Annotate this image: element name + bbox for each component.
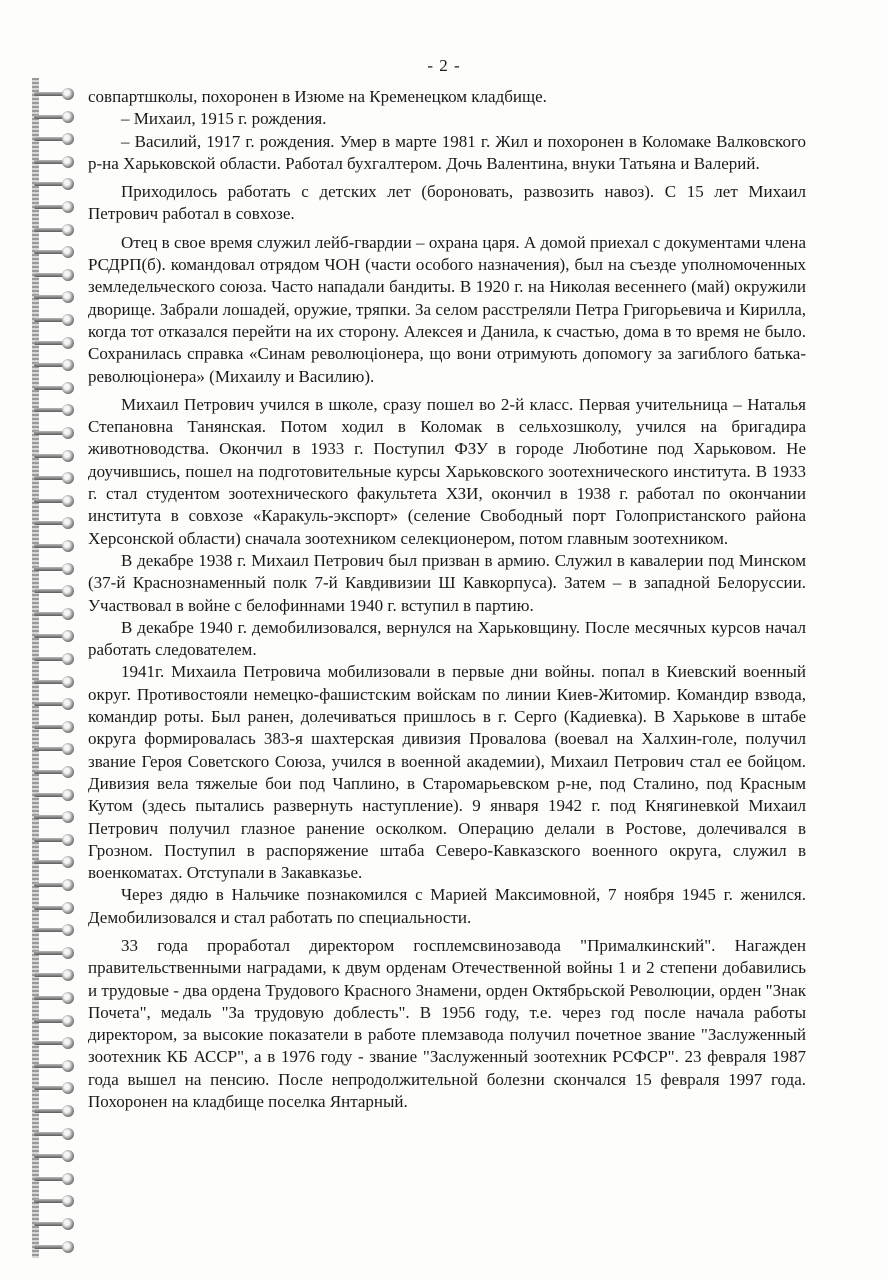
binding-ring: [34, 472, 78, 484]
binding-ring: [34, 811, 78, 823]
binding-ring: [34, 450, 78, 462]
binding-ring: [34, 992, 78, 1004]
paragraph: Отец в свое время служил лейб-гвардии – охрана царя. А домой приехал с документами члена РСДРП(б). командовал отрядом ЧОН (части особого назначения), был на съезде уполномоченных земледельческого союза. Часто нападали бандиты. В 1920 г. на Николая весеннего (май) окружили дворище. Забрали лошадей, оружие, тряпки. За селом расстреляли Петра Григорьевича и Кирилла, когда тот отказался перейти на их сторону. Алексея и Данила, к счастью, дома в то время не было. Сохранилась справка «Синам революціонера, що вони отримують допомогу за загиблого батька-революціонера» (Михаилу и Василию).: [88, 232, 806, 386]
binding-ring: [34, 879, 78, 891]
binding-ring: [34, 1195, 78, 1207]
binding-ring: [34, 359, 78, 371]
paragraph: В декабре 1938 г. Михаил Петрович был призван в армию. Служил в кавалерии под Минском (37-й Краснознамeнный полк 7-й Кавдивизии Ш Кавкорпуса). Затем – в западной Белоруссии. Участвовал в войне с белофиннами 1940 г. вступил в партию.: [88, 550, 806, 615]
binding-ring: [34, 630, 78, 642]
binding-ring: [34, 246, 78, 258]
paragraph: 1941г. Михаила Петровича мобилизовали в первые дни войны. попал в Киевский военный округ. Противостояли немецко-фашистским войскам по линии Киев-Житомир. Командир взвода, командир роты. Был ранен, долечиваться пришлось в г. Серго (Кадиевка). В Харькове в штабе округа формировалась 383-я шахтерская дивизия Провалова (воевал на Халхин-голе, получил звание Героя Советского Союза, учился в военной академии), Михаил Петрович стал ее бойцом. Дивизия вела тяжелые бои под Чаплино, в Старомарьевском р-не, под Сталино, под Красным Кутом (здесь пытались развернуть наступление). 9 января 1942 г. под Княгиневкой Михаил Петрович получил глазное ранение осколком. Операцию делали в Ростове, долечивался в Грозном. Поступил в распоряжение штаба Северо-Кавказского военного округа, служил в военкоматах. Отступали в Закавказье.: [88, 662, 806, 883]
binding-ring: [34, 743, 78, 755]
binding-ring: [34, 540, 78, 552]
binding-ring: [34, 1128, 78, 1140]
paragraph: Приходилось работать с детских лет (бороновать, развозить навоз). С 15 лет Михаил Петрович работал в совхозе.: [88, 182, 806, 224]
binding-ring: [34, 156, 78, 168]
paragraph: совпартшколы, похоронен в Изюме на Кременецком кладбище.: [88, 87, 547, 106]
binding-ring: [34, 969, 78, 981]
binding-ring: [34, 947, 78, 959]
binding-ring: [34, 1105, 78, 1117]
binding-ring: [34, 676, 78, 688]
paragraph: Через дядю в Нальчике познакомился с Марией Максимовной, 7 ноября 1945 г. женился. Демобилизовался и стал работать по специальности.: [88, 885, 806, 927]
paragraph: – Василий, 1917 г. рождения. Умер в марте 1981 г. Жил и похоронен в Коломаке Валковского р-на Харьковской области. Работал бухгалтером. Дочь Валентина, внуки Татьяна и Валерий.: [88, 131, 806, 173]
binding-ring: [34, 789, 78, 801]
binding-ring: [34, 1218, 78, 1230]
binding-ring: [34, 517, 78, 529]
spiral-binding: [28, 78, 86, 1258]
binding-ring: [34, 201, 78, 213]
binding-ring: [34, 766, 78, 778]
binding-ring: [34, 1082, 78, 1094]
binding-ring: [34, 337, 78, 349]
paragraph: Михаил Петрович учился в школе, сразу пошел во 2-й класс. Первая учительница – Наталья Степановна Танянская. Потом ходил в Коломак в сельхозшколу, учился на бригадира животноводства. Окончил в 1933 г. Поступил ФЗУ в городе Люботине под Харьковом. Не доучившись, пошел на подготовительные курсы Харьковского зоотехнического института. В 1933 г. стал студентом зоотехнического факультета ХЗИ, окончил в 1938 г. работал по окончании института в совхозе «Каракуль-экспорт» (селение Свободный порт Голопристанского района Херсонской области) сначала зоотехником селекционером, потом главным зоотехником.: [88, 394, 806, 548]
binding-ring: [34, 382, 78, 394]
paragraph: – Михаил, 1915 г. рождения.: [121, 109, 327, 129]
binding-ring: [34, 178, 78, 190]
binding-ring: [34, 404, 78, 416]
binding-ring: [34, 291, 78, 303]
binding-ring: [34, 1015, 78, 1027]
binding-ring: [34, 834, 78, 846]
binding-ring: [34, 1173, 78, 1185]
binding-ring: [34, 585, 78, 597]
binding-ring: [34, 902, 78, 914]
binding-ring: [34, 314, 78, 326]
page-number: - 2 -: [427, 56, 461, 75]
binding-ring: [34, 1060, 78, 1072]
binding-ring: [34, 495, 78, 507]
binding-ring: [34, 88, 78, 100]
binding-ring: [34, 721, 78, 733]
binding-ring: [34, 653, 78, 665]
binding-ring: [34, 698, 78, 710]
binding-ring: [34, 1037, 78, 1049]
binding-ring: [34, 1241, 78, 1253]
binding-ring: [34, 133, 78, 145]
binding-ring: [34, 111, 78, 123]
binding-ring: [34, 224, 78, 236]
binding-ring: [34, 856, 78, 868]
binding-ring: [34, 608, 78, 620]
document-body: [88, 86, 806, 1113]
binding-ring: [34, 563, 78, 575]
binding-ring: [34, 1150, 78, 1162]
binding-ring: [34, 269, 78, 281]
paragraph: 33 года проработал директором госплемсвинозавода "Прималкинский". Нагажден правительственными наградами, к двум орденам Отечественной войны 1 и 2 степени добавились и трудовые - два ордена Трудового Красного Знамени, орден Октябрьской Революции, орден "Знак Почета", медаль "За трудовую доблесть". В 1956 году, т.е. через год после начала работы директором, за высокие показатели в работе племзавода получил почетное звание "Заслуженный зоотехник КБ АССР", а в 1976 году - звание "Заслуженный зоотехник РСФСР". 23 февраля 1987 года вышел на пенсию. После непродолжительной болезни скончался 15 февраля 1997 года. Похоронен на кладбище поселка Янтарный.: [88, 935, 806, 1112]
binding-ring: [34, 427, 78, 439]
binding-ring: [34, 924, 78, 936]
paragraph: В декабре 1940 г. демобилизовался, вернулся на Харьковщину. После месячных курсов начал работать следователем.: [88, 617, 806, 660]
